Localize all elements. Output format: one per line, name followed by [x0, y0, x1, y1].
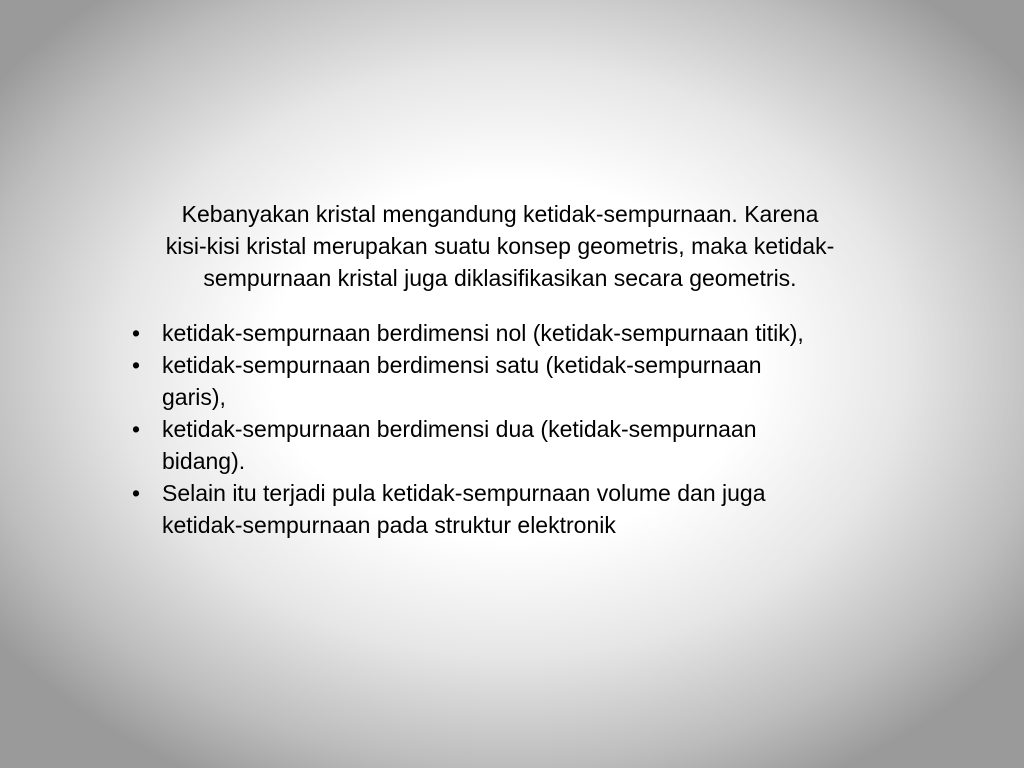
bullet-text-line: garis), [162, 384, 226, 410]
bullet-text-line: ketidak-sempurnaan berdimensi nol (ketidak-sempurnaan titik), [162, 320, 804, 346]
bullet-icon: • [131, 416, 141, 442]
bullet-icon: • [131, 480, 141, 506]
bullet-text-line: bidang). [162, 448, 246, 474]
intro-line: kisi-kisi kristal merupakan suatu konsep geometris, maka ketidak- [165, 233, 835, 259]
intro-line: sempurnaan kristal juga diklasifikasikan secara geometris. [203, 265, 797, 291]
bullet-list [126, 317, 896, 541]
bullet-text-line: ketidak-sempurnaan pada struktur elektronik [162, 512, 616, 538]
intro-line: Kebanyakan kristal mengandung ketidak-sempurnaan. Karena [181, 201, 819, 227]
bullet-text-line: ketidak-sempurnaan berdimensi satu (ketidak-sempurnaan [162, 352, 762, 378]
bullet-text-line: Selain itu terjadi pula ketidak-sempurnaan volume dan juga [162, 480, 766, 506]
bullet-item [126, 413, 896, 477]
bullet-item [126, 349, 896, 413]
bullet-item [126, 317, 896, 349]
intro-paragraph [110, 198, 890, 294]
bullet-item [126, 477, 896, 541]
bullet-icon: • [131, 320, 141, 346]
bullet-text-line: ketidak-sempurnaan berdimensi dua (ketidak-sempurnaan [162, 416, 757, 442]
bullet-icon: • [131, 352, 141, 378]
